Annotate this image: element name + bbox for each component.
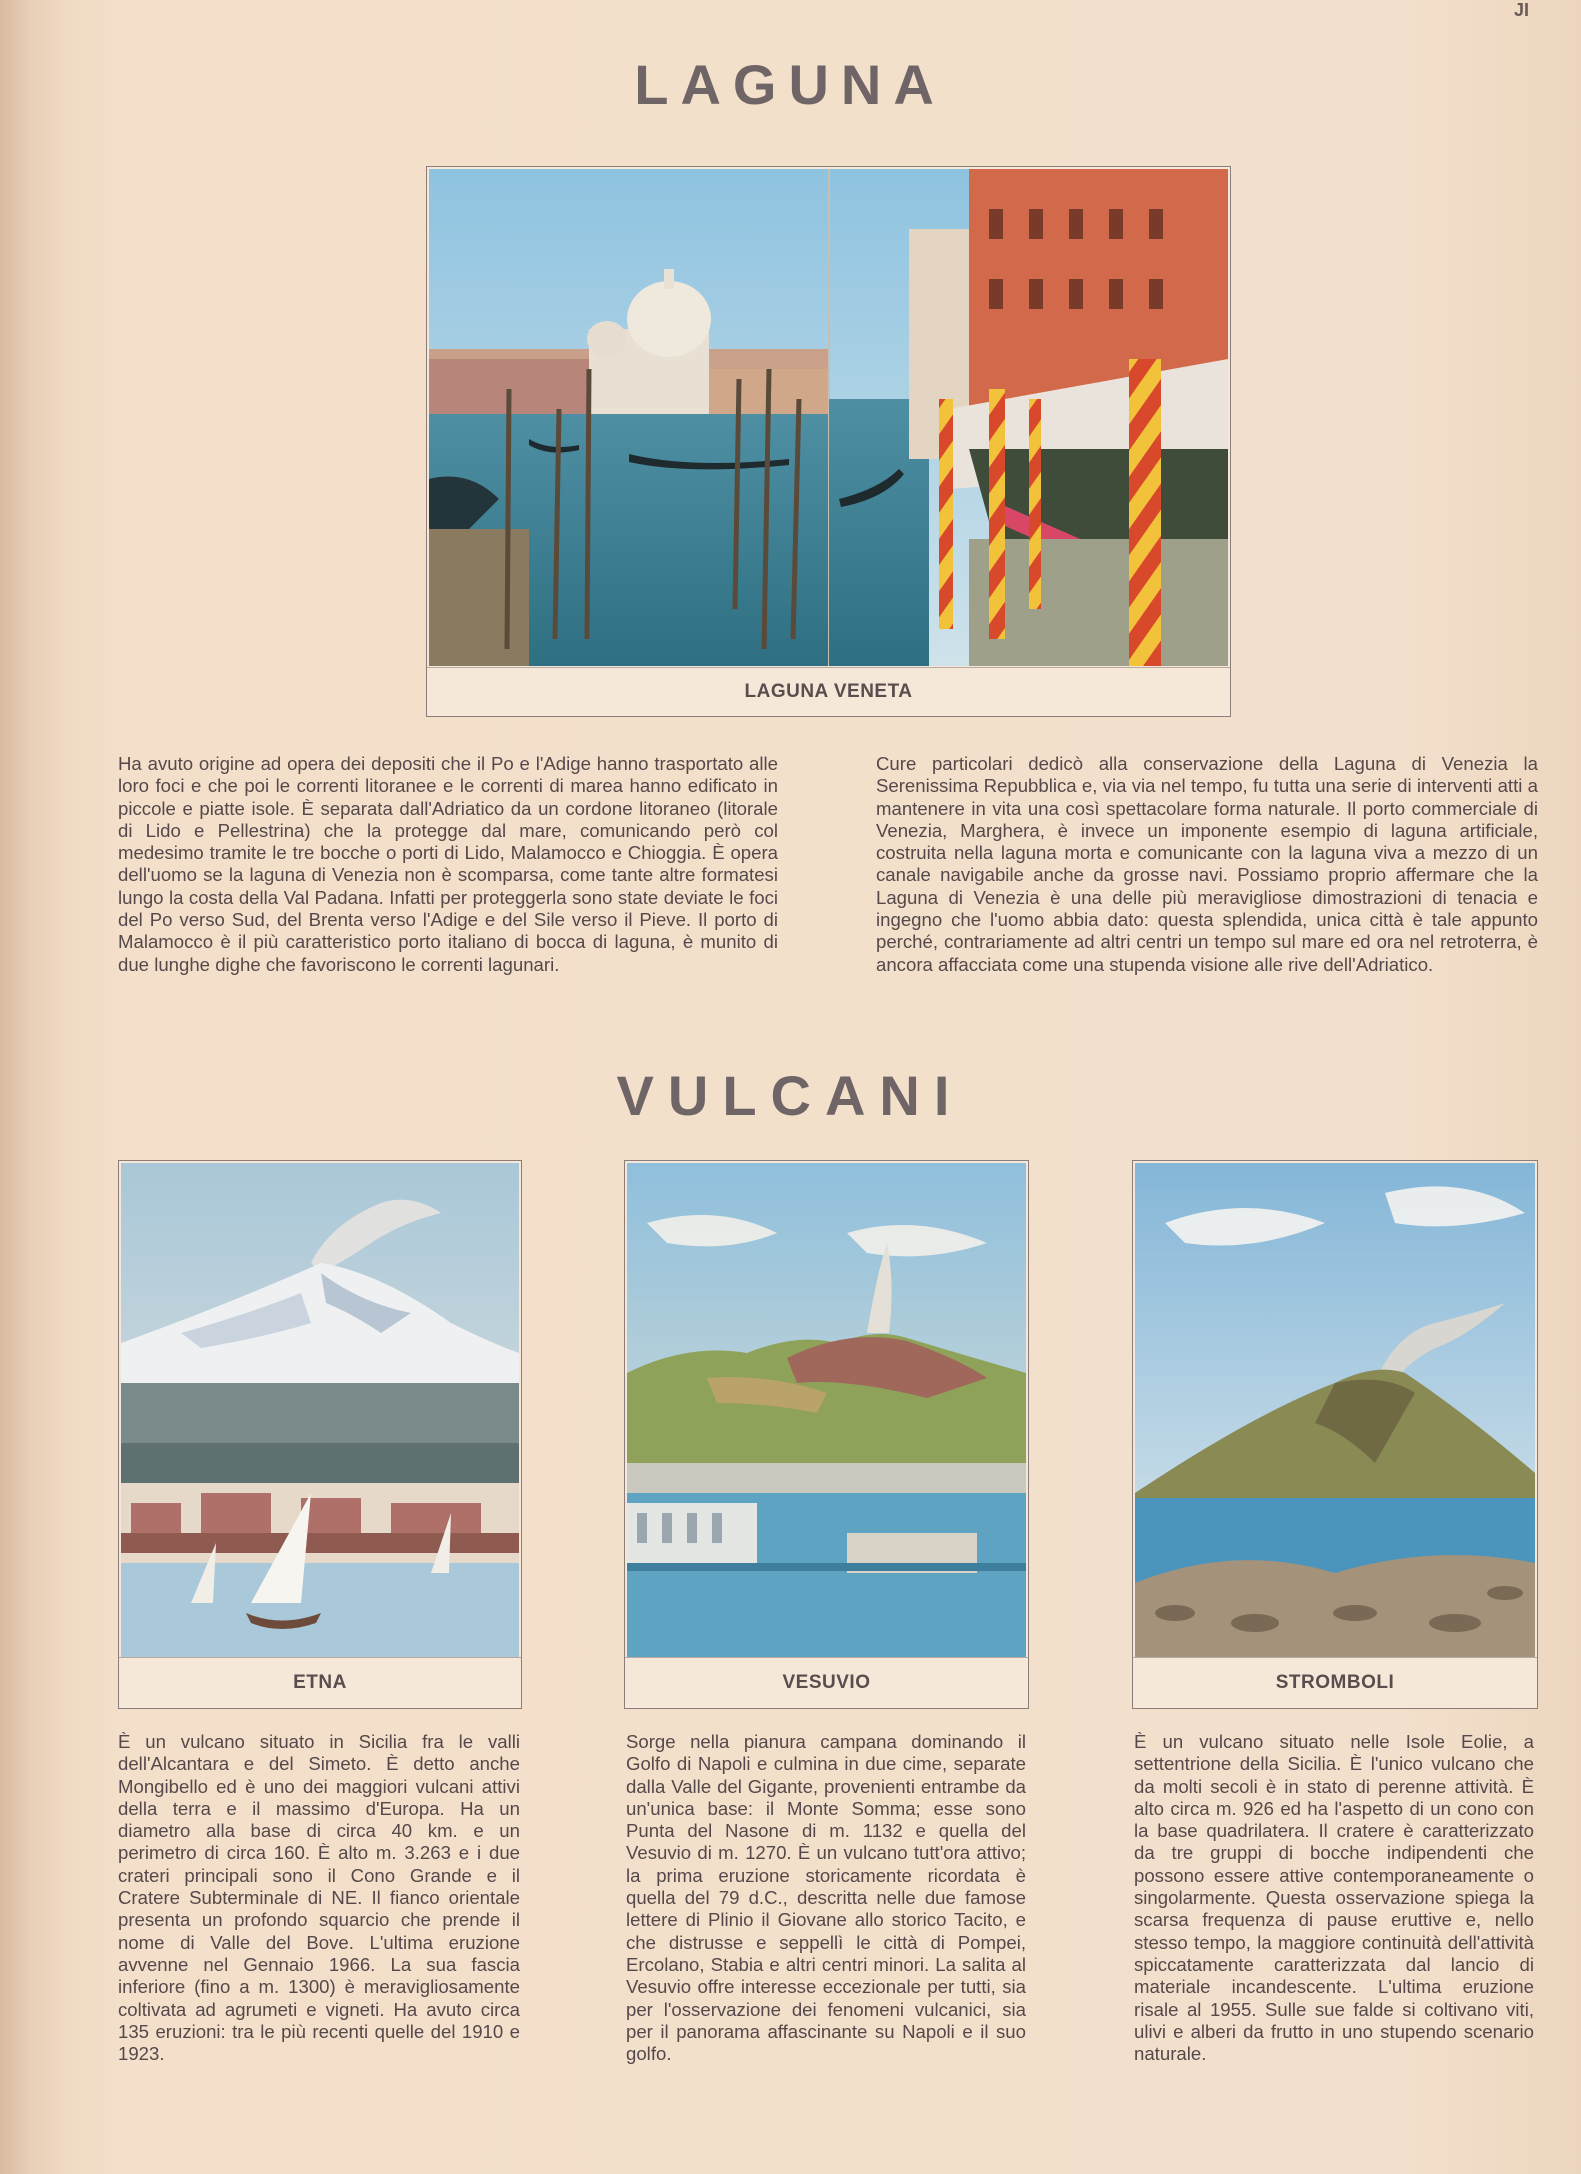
- photo-card-etna: [118, 1160, 522, 1709]
- photo-caption-stromboli: STROMBOLI: [1133, 1657, 1537, 1708]
- album-spine: [0, 0, 64, 2174]
- stromboli-description: È un vulcano situato nelle Isole Eolie, a settentrione della Sicilia. È l'unico vulcano che da molti secoli è in stato di perenne attività. È alto circa m. 926 ed ha l'aspetto di un cono con la base quadrilatera. Il cratere è caratterizzato da tre gruppi di bocche indipendenti che possono essere attive contemporaneamente o singolarmente. Questa osservazione spiega la scarsa frequenza di pause eruttive e, nello stesso tempo, la maggiore continuità dell'attività spiccatamente caratterizzata dal lancio di materiale incandescente. L'ultima eruzione risale al 1955. Sulle sue falde si coltivano viti, ulivi e alberi da frutto in uno stupendo scenario naturale.: [1134, 1731, 1534, 2065]
- page-corner-mark: JI: [1514, 0, 1530, 20]
- laguna-text-left: Ha avuto origine ad opera dei depositi che il Po e l'Adige hanno trasportato alle loro foci e che poi le correnti litoranee e le correnti di marea hanno edificato in piccole e piatte isole. È separata dall'Adriatico da un cordone litoraneo (litorale di Lido e Pellestrina) che la protegge dal mare, comunicando però col medesimo tramite le tre bocche o porti di Lido, Malamocco e Chioggia. È opera dell'uomo se la laguna di Venezia non è scomparsa, come tante altre formatesi lungo la costa della Val Padana. Infatti per proteggerla sono state deviate le foci del Po verso Sud, del Brenta verso l'Adige e del Sile verso il Pieve. Il porto di Malamocco è il più caratteristico porto italiano di bocca di laguna, è munito di due lunghe dighe che favoriscono le correnti lagunari.: [118, 753, 778, 975]
- photo-caption-vesuvio: VESUVIO: [625, 1657, 1028, 1708]
- section-title-vulcani: VULCANI: [616, 1064, 964, 1127]
- vesuvio-description: Sorge nella pianura campana dominando il Golfo di Napoli e culmina in due cime, separate dalla Valle del Gigante, provenienti entrambe da un'unica base: il Monte Somma; esse sono Punta del Nasone di m. 1132 e quella del Vesuvio di m. 1270. È un vulcano tutt'ora attivo; la prima eruzione storicamente ricordata è quella del 79 d.C., descritta nelle due famose lettere di Plinio il Giovane allo storico Tacito, e che distrusse e seppellì le città di Pompei, Ercolano, Stabia e altri centri minori. La salita al Vesuvio offre interesse eccezionale per tutti, sia per l'osservazione dei fenomeni vulcanici, sia per il panorama affascinante su Napoli e il suo golfo.: [626, 1731, 1026, 2065]
- laguna-text-right: Cure particolari dedicò alla conservazione della Laguna di Venezia la Serenissima Repubblica e, via via nel tempo, fu tutta una serie di interventi atti a mantenere in vita una così spettacolare forma naturale. Il porto commerciale di Venezia, Marghera, è invece un imponente esempio di laguna artificiale, costruita nella laguna morta e comunicante con la laguna viva a mezzo di un canale navigabile anche da grosse navi. Possiamo proprio affermare che la Laguna di Venezia è una delle più meravigliose dimostrazioni di tenacia e ingegno che l'uomo abbia dato: questa splendida, unica città è tale appunto perché, contrariamente ad altri centri un tempo sul mare ed ora nel retroterra, è ancora affacciata come una stupenda visione alle rive dell'Adriatico.: [876, 753, 1538, 975]
- etna-volcano-image: [121, 1163, 519, 1658]
- etna-description: È un vulcano situato in Sicilia fra le valli dell'Alcantara e del Simeto. È detto anche Mongibello ed è uno dei maggiori vulcani attivi della terra e il massimo d'Europa. Ha un diametro alla base di circa 40 km. e un perimetro di circa 160. È alto m. 3.263 e i due crateri principali sono il Cono Grande e il Cratere Subterminale di NE. Il fianco orientale presenta un profondo squarcio che prende il nome di Valle del Bove. L'ultima eruzione avvenne nel Gennaio 1966. La sua fascia inferiore (fino a m. 1300) è meravigliosamente coltivata ad agrumeti e vigneti. Ha avuto circa 135 eruzioni: tra le più recenti quelle del 1910 e 1923.: [118, 1731, 520, 2065]
- photo-caption-etna: ETNA: [119, 1657, 521, 1708]
- section-title-laguna: LAGUNA: [634, 53, 946, 116]
- stromboli-volcano-image: [1135, 1163, 1535, 1658]
- photo-card-laguna-veneta: [426, 166, 1231, 717]
- photo-caption-laguna-veneta: LAGUNA VENETA: [427, 667, 1230, 716]
- photo-card-stromboli: [1132, 1160, 1538, 1709]
- venice-lagoon-image: [429, 169, 1228, 666]
- vesuvio-volcano-image: [627, 1163, 1026, 1658]
- photo-card-vesuvio: [624, 1160, 1029, 1709]
